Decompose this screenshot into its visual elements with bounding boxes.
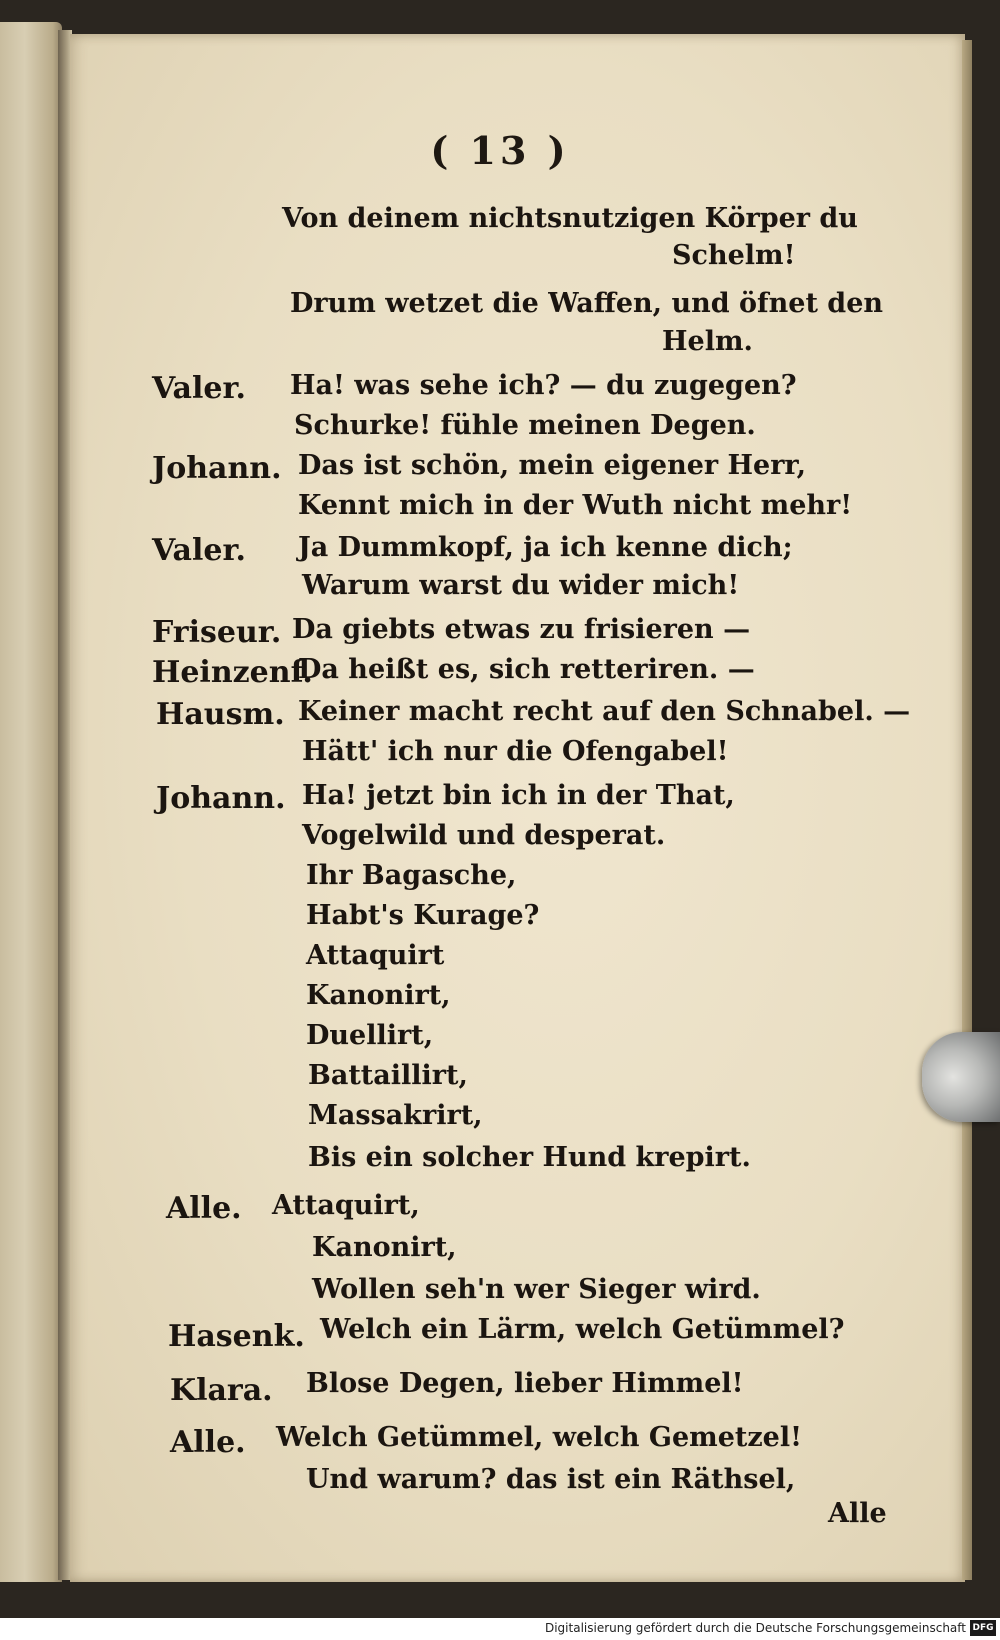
verse-line: Ja Dummkopf, ja ich kenne dich; xyxy=(298,532,793,563)
verse-line: Kanonirt, xyxy=(306,980,451,1011)
verse-line: Massakrirt, xyxy=(308,1100,483,1131)
verse-line: Schurke! fühle meinen Degen. xyxy=(294,410,756,441)
verse-line: Von deinem nichtsnutzigen Körper du xyxy=(282,203,858,234)
verse-line: Bis ein solcher Hund krepirt. xyxy=(308,1142,751,1173)
verse-line: Attaquirt xyxy=(306,940,445,971)
speaker-name: Friseur. xyxy=(152,615,282,650)
speaker-name: Heinzenf. xyxy=(152,655,313,690)
speaker-name: Hasenk. xyxy=(168,1319,305,1354)
verse-line: Battaillirt, xyxy=(308,1060,468,1091)
verse-line: Welch Getümmel, welch Gemetzel! xyxy=(276,1422,802,1453)
dfg-logo: DFG xyxy=(970,1620,996,1636)
verse-line: Kennt mich in der Wuth nicht mehr! xyxy=(298,490,853,521)
catchword: Alle xyxy=(828,1498,887,1529)
verse-line: Drum wetzet die Waffen, und öfnet den xyxy=(290,288,883,319)
verse-line: Wollen seh'n wer Sieger wird. xyxy=(312,1274,761,1305)
verse-line: Habt's Kurage? xyxy=(306,900,540,931)
verse-line: Helm. xyxy=(662,326,753,357)
verse-line: Ha! was sehe ich? — du zugegen? xyxy=(290,370,797,401)
speaker-name: Klara. xyxy=(170,1373,273,1408)
verse-line: Und warum? das ist ein Räthsel, xyxy=(306,1464,796,1495)
verse-line: Da heißt es, sich retteriren. — xyxy=(298,654,755,685)
verse-line: Da giebts etwas zu frisieren — xyxy=(292,614,751,645)
verse-line: Vogelwild und desperat. xyxy=(302,820,666,851)
speaker-name: Johann. xyxy=(156,781,286,816)
page-number: ( 13 ) xyxy=(430,128,570,173)
facing-page-edge xyxy=(0,22,62,1582)
funding-note: Digitalisierung gefördert durch die Deutsche Forschungsgemeinschaft xyxy=(544,1621,966,1635)
speaker-name: Valer. xyxy=(152,533,246,568)
verse-line: Welch ein Lärm, welch Getümmel? xyxy=(320,1314,845,1345)
verse-line: Schelm! xyxy=(672,240,796,271)
verse-line: Attaquirt, xyxy=(272,1190,420,1221)
speaker-name: Hausm. xyxy=(156,697,285,732)
page-stack-edge xyxy=(962,40,972,1580)
speaker-name: Valer. xyxy=(152,371,246,406)
page-clip xyxy=(922,1032,1000,1122)
verse-line: Warum warst du wider mich! xyxy=(302,570,740,601)
verse-line: Ihr Bagasche, xyxy=(306,860,517,891)
speaker-name: Alle. xyxy=(166,1191,242,1226)
verse-line: Das ist schön, mein eigener Herr, xyxy=(298,450,807,481)
speaker-name: Johann. xyxy=(152,451,282,486)
verse-line: Kanonirt, xyxy=(312,1232,457,1263)
verse-line: Ha! jetzt bin ich in der That, xyxy=(302,780,735,811)
verse-line: Blose Degen, lieber Himmel! xyxy=(306,1368,744,1399)
speaker-name: Alle. xyxy=(170,1425,246,1460)
verse-line: Hätt' ich nur die Ofengabel! xyxy=(302,736,729,767)
verse-line: Duellirt, xyxy=(306,1020,434,1051)
verse-line: Keiner macht recht auf den Schnabel. — xyxy=(298,696,911,727)
